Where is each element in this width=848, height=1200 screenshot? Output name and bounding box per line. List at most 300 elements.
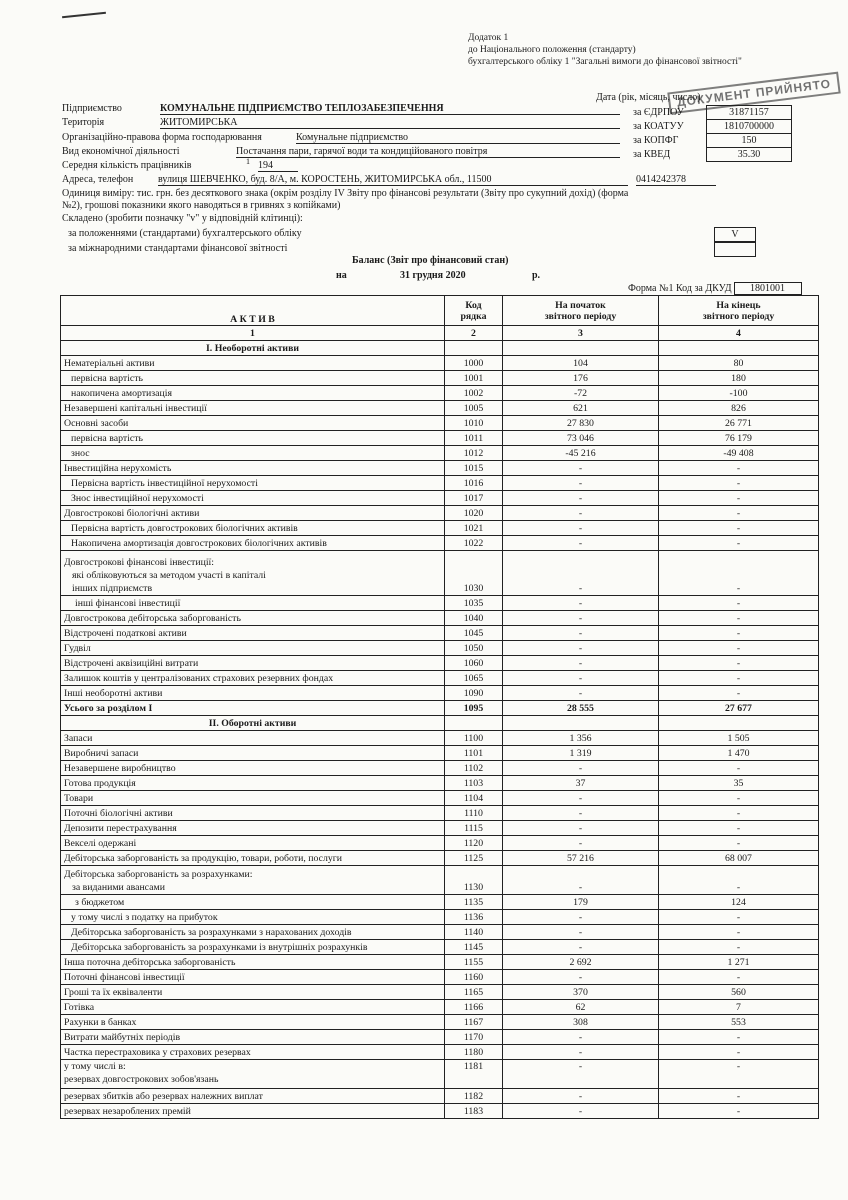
row-code: 1101 [445,746,503,761]
row-end-value: -100 [659,386,819,401]
row-label: Векселі одержані [61,836,445,851]
row-start-value: - [503,521,659,536]
table-row [61,851,819,866]
row-end-value: 68 007 [659,851,819,866]
row-start-value: - [503,671,659,686]
code-row [630,134,792,148]
row-start-value: - [503,461,659,476]
code-value: 35.30 [707,148,792,162]
section-row [61,716,819,731]
row-label: Довгострокові біологічні активи [61,506,445,521]
row-start-value: - [503,611,659,626]
row-label: первісна вартість [61,371,445,386]
row-code: 1125 [445,851,503,866]
table-row [61,671,819,686]
table-row [61,641,819,656]
row-end-value: - [659,641,819,656]
table-row [61,1045,819,1060]
employees-mark: 1 [246,157,250,166]
table-row [61,806,819,821]
row-label: Первісна вартість довгострокових біологічних активів [61,521,445,536]
row-code: 1010 [445,416,503,431]
table-row [61,431,819,446]
row-start-value: 37 [503,776,659,791]
row-start-value: 370 [503,985,659,1000]
row-start-value: - [503,1045,659,1060]
row-start-value: 179 [503,895,659,910]
row-code: 1020 [445,506,503,521]
table-row [61,1089,819,1104]
row-start-value: - [503,626,659,641]
row-start-value: - [503,536,659,551]
row-label: Готова продукція [61,776,445,791]
territory-label: Територія [62,117,105,128]
row-label: Товари [61,791,445,806]
row-code: 1110 [445,806,503,821]
row-code: 1140 [445,925,503,940]
row-code: 1017 [445,491,503,506]
row-end-value: - [659,671,819,686]
table-row [61,731,819,746]
row-label: Залишок коштів у централізованих страхових резервних фондах [61,671,445,686]
row-start-value: 73 046 [503,431,659,446]
row-end-value: - [659,506,819,521]
row-code: 1180 [445,1045,503,1060]
table-row [61,791,819,806]
table-row [61,446,819,461]
territory-value: ЖИТОМИРСЬКА [160,117,620,129]
row-start-value: - [503,656,659,671]
address-label: Адреса, телефон [62,174,134,185]
row-end-value: - [659,1030,819,1045]
row-label: Інші необоротні активи [61,686,445,701]
row-code: 1050 [445,641,503,656]
row-code: 1065 [445,671,503,686]
row-start-value: 1 319 [503,746,659,761]
table-row [61,476,819,491]
row-end-value: - [659,626,819,641]
row-end-value: 1 470 [659,746,819,761]
row-end-value: - [659,491,819,506]
section-row [61,341,819,356]
row-start-value: -45 216 [503,446,659,461]
empty-cell [659,716,819,731]
row-start-value: 62 [503,1000,659,1015]
row-label: Поточні фінансові інвестиції [61,970,445,985]
row-code: 1012 [445,446,503,461]
row-end-value: - [659,866,819,895]
row-code: 1160 [445,970,503,985]
table-row [61,836,819,851]
code-row [630,148,792,162]
table-row [61,686,819,701]
row-label: Дебіторська заборгованість за розрахунками з нарахованих доходів [61,925,445,940]
row-label: Виробничі запаси [61,746,445,761]
row-label: Основні засоби [61,416,445,431]
row-start-value: - [503,836,659,851]
activity-value: Постачання пари, гарячої води та кондиційованого повітря [236,146,620,158]
row-code: 1102 [445,761,503,776]
table-row [61,925,819,940]
row-end-value: - [659,1104,819,1119]
table-row [61,1000,819,1015]
table-row [61,491,819,506]
table-row [61,1104,819,1119]
row-label: Незавершене виробництво [61,761,445,776]
row-end-value: 826 [659,401,819,416]
row-code: 1183 [445,1104,503,1119]
row-end-value: - [659,536,819,551]
table-row [61,536,819,551]
row-end-value: - [659,1045,819,1060]
row-start-value: 621 [503,401,659,416]
row-code: 1155 [445,955,503,970]
row-code: 1001 [445,371,503,386]
row-end-value: -49 408 [659,446,819,461]
row-end-value: - [659,476,819,491]
table-row [61,551,819,596]
empty-cell [445,341,503,356]
col-num-4: 4 [659,326,819,341]
row-label: Витрати майбутніх періодів [61,1030,445,1045]
table-row [61,776,819,791]
row-start-value: - [503,596,659,611]
row-label-line: інших підприємств [72,583,153,594]
row-label [61,866,445,895]
row-label: Відстрочені податкові активи [61,626,445,641]
row-start-value: - [503,866,659,895]
row-start-value: 27 830 [503,416,659,431]
row-end-value: 124 [659,895,819,910]
row-label [61,551,445,596]
row-label: Довгострокова дебіторська заборгованість [61,611,445,626]
row-start-value: - [503,491,659,506]
row-code: 1022 [445,536,503,551]
row-end-value: - [659,806,819,821]
report-date-prefix: на [336,270,347,281]
row-start-value: - [503,806,659,821]
row-label-line: які обліковуються за методом участі в капіталі [72,570,266,581]
empty-cell [445,716,503,731]
row-label: Рахунки в банках [61,1015,445,1030]
table-row [61,895,819,910]
row-start-value: - [503,970,659,985]
table-row [61,521,819,536]
row-start-value: 2 692 [503,955,659,970]
phone-value: 0414242378 [636,174,716,186]
row-code: 1136 [445,910,503,925]
compiled-label: Складено (зробити позначку "v" у відповідній клітинці): [62,213,303,224]
row-start-value: - [503,940,659,955]
row-end-value: - [659,910,819,925]
table-row [61,506,819,521]
table-row [61,866,819,895]
row-label-line: у тому числі в: [64,1061,126,1072]
row-label: Поточні біологічні активи [61,806,445,821]
row-start-value: 57 216 [503,851,659,866]
row-end-value: 80 [659,356,819,371]
row-code: 1000 [445,356,503,371]
empty-cell [503,716,659,731]
row-end-value: - [659,461,819,476]
row-end-value: - [659,791,819,806]
row-start-value: - [503,641,659,656]
row-start-value: -72 [503,386,659,401]
row-end-value: 76 179 [659,431,819,446]
row-label: Інша поточна дебіторська заборгованість [61,955,445,970]
row-label: Депозити перестрахування [61,821,445,836]
row-end-value: - [659,761,819,776]
row-end-value: - [659,1089,819,1104]
row-start-value: - [503,476,659,491]
row-end-value: 35 [659,776,819,791]
row-start-value: 308 [503,1015,659,1030]
report-title: Баланс (Звіт про фінансовий стан) [352,255,509,266]
table-row [61,386,819,401]
col-num-3: 3 [503,326,659,341]
row-end-value: - [659,686,819,701]
table-row [61,1015,819,1030]
row-code: 1035 [445,596,503,611]
employees-value: 194 [258,160,298,172]
compiled-option-2: за міжнародними стандартами фінансової звітності [68,243,288,254]
row-code: 1030 [445,551,503,596]
row-label: Дебіторська заборгованість за продукцію, товари, роботи, послуги [61,851,445,866]
row-start-value: - [503,925,659,940]
row-end-value: - [659,656,819,671]
table-row [61,985,819,1000]
row-label: знос [61,446,445,461]
row-end-value: 1 505 [659,731,819,746]
row-start-value: - [503,551,659,596]
date-label: Дата (рік, місяць, число) [596,92,701,103]
row-end-value: 560 [659,985,819,1000]
code-value: 1810700000 [707,120,792,134]
row-label: інші фінансові інвестиції [61,596,445,611]
code-row [630,106,792,120]
appendix-line-1: Додаток 1 [468,33,509,43]
table-row [61,656,819,671]
row-start-value: - [503,1030,659,1045]
empty-cell [503,341,659,356]
row-label-line: Дебіторська заборгованість за розрахунками: [64,869,253,880]
employees-label: Середня кількість працівників [62,160,192,171]
table-row [61,356,819,371]
row-end-value: 1 271 [659,955,819,970]
section-title: II. Оборотні активи [61,716,445,731]
code-row [630,120,792,134]
form-code: 1801001 [734,282,802,295]
row-label-line: Довгострокові фінансові інвестиції: [64,557,214,568]
row-start-value: - [503,1089,659,1104]
row-code: 1166 [445,1000,503,1015]
row-label: Інвестиційна нерухомість [61,461,445,476]
row-code: 1040 [445,611,503,626]
row-label-line: за виданими авансами [72,882,165,893]
row-code: 1021 [445,521,503,536]
row-label: Готівка [61,1000,445,1015]
row-start-value: - [503,761,659,776]
table-row [61,401,819,416]
header-code: Код рядка [445,296,503,326]
code-label: за КВЕД [633,149,671,160]
row-code: 1090 [445,686,503,701]
table-row [61,1030,819,1045]
activity-label: Вид економічної діяльності [62,146,180,157]
row-start-value: - [503,1104,659,1119]
row-label: Дебіторська заборгованість за розрахунками із внутрішніх розрахунків [61,940,445,955]
codes-table [630,105,792,162]
row-end-value: - [659,611,819,626]
row-label: резервах незароблених премій [61,1104,445,1119]
table-row [61,416,819,431]
row-start-value: - [503,910,659,925]
form-label: Форма №1 Код за ДКУД [628,283,732,294]
section-title: I. Необоротні активи [61,341,445,356]
row-code: 1181 [445,1060,503,1089]
row-code: 1015 [445,461,503,476]
row-label-line: резервах довгострокових зобов'язань [64,1074,219,1085]
row-code: 1115 [445,821,503,836]
row-label: Нематеріальні активи [61,356,445,371]
row-code: 1011 [445,431,503,446]
row-code: 1095 [445,701,503,716]
row-end-value: 27 677 [659,701,819,716]
row-end-value: - [659,940,819,955]
row-code: 1167 [445,1015,503,1030]
table-row [61,596,819,611]
row-code: 1130 [445,866,503,895]
row-end-value: - [659,551,819,596]
col-num-1: 1 [61,326,445,341]
row-label: накопичена амортизація [61,386,445,401]
table-row [61,461,819,476]
row-code: 1045 [445,626,503,641]
row-start-value: 28 555 [503,701,659,716]
row-label: Незавершені капітальні інвестиції [61,401,445,416]
row-start-value: 1 356 [503,731,659,746]
report-date-suffix: р. [532,270,541,281]
row-start-value: 176 [503,371,659,386]
row-label: Гудвіл [61,641,445,656]
row-label: з бюджетом [61,895,445,910]
row-code: 1060 [445,656,503,671]
row-end-value: - [659,925,819,940]
row-label: Первісна вартість інвестиційної нерухомості [61,476,445,491]
row-end-value: 553 [659,1015,819,1030]
row-end-value: - [659,970,819,985]
row-code: 1100 [445,731,503,746]
row-end-value: 26 771 [659,416,819,431]
row-label: у тому числі з податку на прибуток [61,910,445,925]
accepted-stamp: ДОКУМЕНТ ПРИЙНЯТО [667,72,840,115]
code-label: за КОАТУУ [633,121,684,132]
row-end-value: - [659,821,819,836]
table-row [61,940,819,955]
row-code: 1170 [445,1030,503,1045]
row-code: 1182 [445,1089,503,1104]
row-code: 1165 [445,985,503,1000]
row-label: Усього за розділом I [61,701,445,716]
row-end-value: - [659,1060,819,1089]
table-row [61,371,819,386]
unit-note-1: Одиниця виміру: тис. грн. без десяткового знака (окрім розділу IV Звіту про фінансові результати (Звіту про сукупний дохід) (форма [62,188,629,199]
row-label: резервах збитків або резервах належних виплат [61,1089,445,1104]
row-label: Частка перестраховика у страхових резервах [61,1045,445,1060]
appendix-line-3: бухгалтерського обліку 1 "Загальні вимоги до фінансової звітності" [468,57,742,67]
code-value: 31871157 [707,106,792,120]
code-label: за КОПФГ [633,135,679,146]
row-end-value: 7 [659,1000,819,1015]
table-row [61,761,819,776]
row-code: 1135 [445,895,503,910]
table-row [61,611,819,626]
appendix-line-2: до Національного положення (стандарту) [468,45,636,55]
row-code: 1103 [445,776,503,791]
header-end: На кінець звітного періоду [659,296,819,326]
scan-mark [62,12,106,19]
row-start-value: - [503,821,659,836]
unit-note-2: №2), грошові показники якого наводяться в гривнях з копійками) [62,200,341,211]
row-start-value: - [503,791,659,806]
code-label: за ЄДРПОУ [633,107,684,118]
row-code: 1145 [445,940,503,955]
row-start-value: - [503,1060,659,1089]
form-code-line [628,282,802,295]
table-row [61,821,819,836]
header-start: На початок звітного періоду [503,296,659,326]
row-code: 1005 [445,401,503,416]
table-row [61,955,819,970]
row-label: Запаси [61,731,445,746]
enterprise-name: КОМУНАЛЬНЕ ПІДПРИЄМСТВО ТЕПЛОЗАБЕЗПЕЧЕННЯ [160,103,630,115]
row-code: 1002 [445,386,503,401]
row-label: Накопичена амортизація довгострокових біологічних активів [61,536,445,551]
balance-table [60,295,819,1119]
header-asset: А К Т И В [61,296,445,326]
row-end-value: - [659,836,819,851]
row-label: Знос інвестиційної нерухомості [61,491,445,506]
row-end-value: - [659,521,819,536]
row-label: Гроші та їх еквіваленти [61,985,445,1000]
checkbox-international-standards[interactable] [714,242,756,257]
code-value: 150 [707,134,792,148]
row-label: первісна вартість [61,431,445,446]
row-code: 1104 [445,791,503,806]
table-row [61,746,819,761]
legal-form-value: Комунальне підприємство [296,132,620,144]
row-label [61,1060,445,1089]
table-row [61,910,819,925]
address-value: вулиця ШЕВЧЕНКО, буд. 8/А, м. КОРОСТЕНЬ, ЖИТОМИРСЬКА обл., 11500 [158,174,628,186]
empty-cell [659,341,819,356]
row-start-value: 104 [503,356,659,371]
enterprise-label: Підприємство [62,103,122,114]
table-row [61,970,819,985]
checkbox-national-standards[interactable]: V [714,227,756,242]
legal-form-label: Організаційно-правова форма господарювання [62,132,262,143]
row-code: 1120 [445,836,503,851]
row-end-value: 180 [659,371,819,386]
table-row [61,701,819,716]
report-date: 31 грудня 2020 [400,270,466,281]
row-label: Відстрочені аквізиційні витрати [61,656,445,671]
table-row [61,626,819,641]
col-num-2: 2 [445,326,503,341]
table-row [61,1060,819,1089]
row-code: 1016 [445,476,503,491]
row-start-value: - [503,686,659,701]
